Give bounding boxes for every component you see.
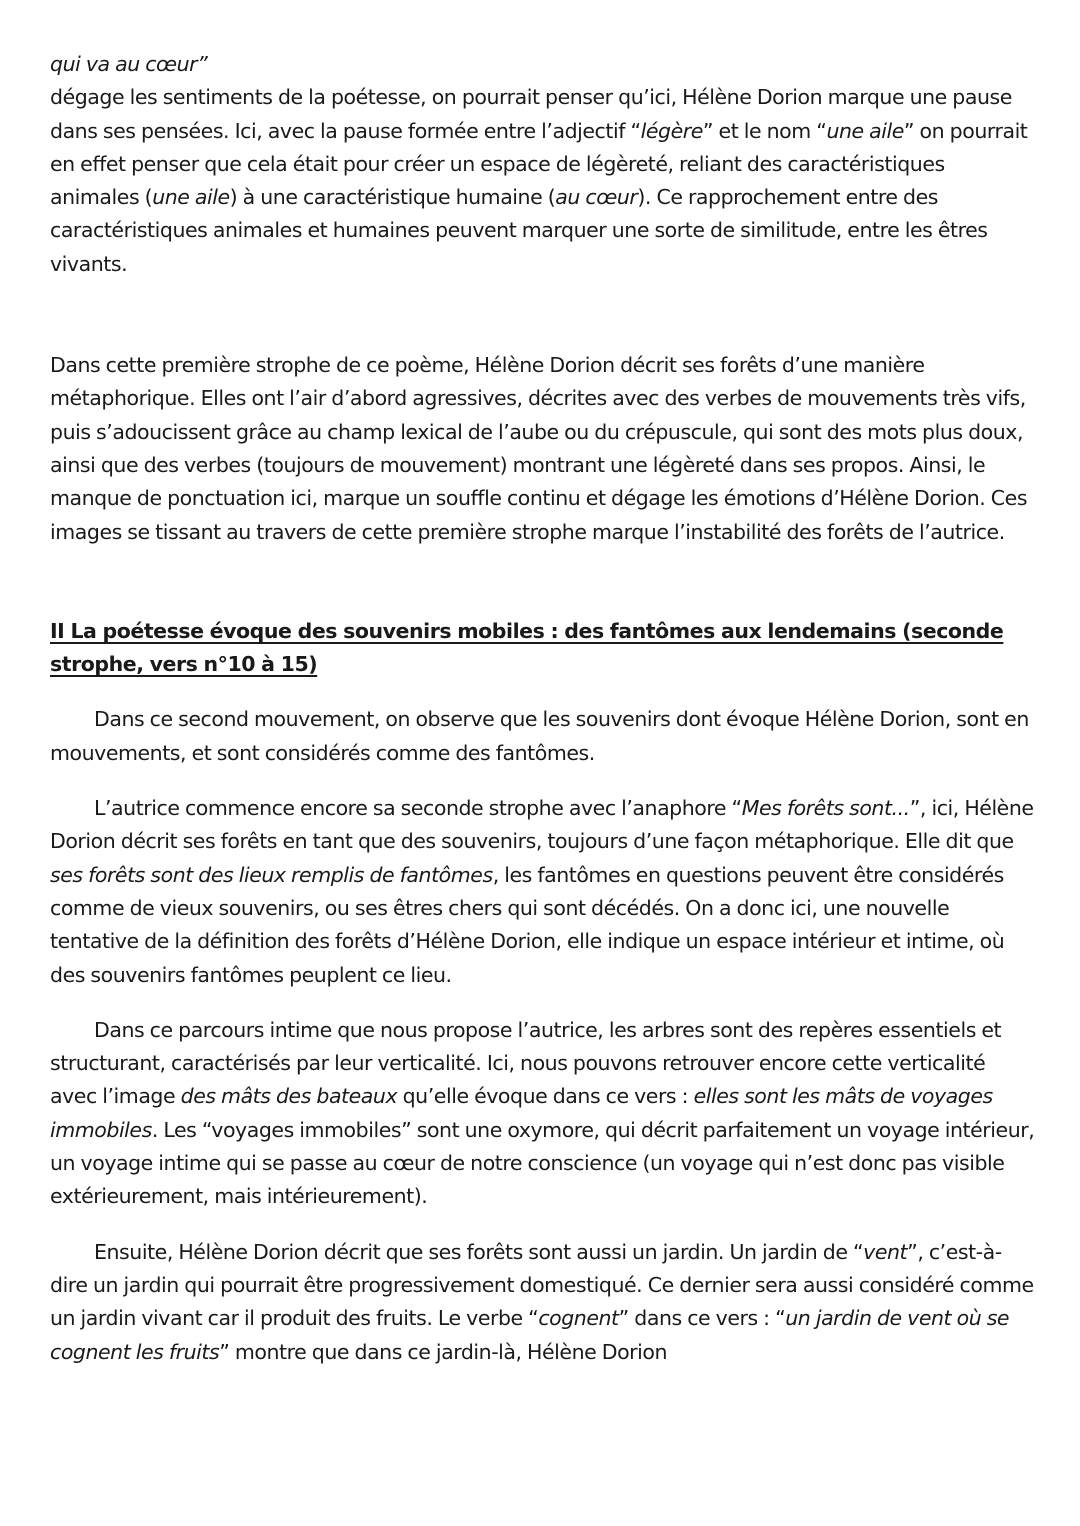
text-run: ”, c’est-à-dire un jardin qui pourrait être progressivement domestiqué. Ce dernier sera aussi considéré comme un jardin vivant car il produit des fruits. Le verbe “: [50, 1239, 1034, 1331]
spacer: [50, 770, 1035, 792]
quote-vent: vent: [863, 1239, 908, 1264]
text-run: ” et le nom “: [702, 118, 827, 143]
spacer: [50, 992, 1035, 1014]
quote-jardin-de-vent: un jardin de vent où se cognent les fruits: [50, 1306, 1010, 1364]
text-run: dégage les sentiments de la poétesse, on pourrait penser qu’ici, Hélène Dorion marque une pause dans ses pensées. Ici, avec la pause formée entre l’adjectif “: [50, 85, 1012, 143]
quote-cognent: cognent: [538, 1306, 619, 1331]
paragraph-jardin: [50, 1236, 1035, 1369]
quote-mats: des mâts des bateaux: [180, 1084, 398, 1109]
quote-fragment: qui va au cœur”: [50, 52, 208, 76]
text-run: ” on pourrait en effet penser que cela était pour créer un espace de légèreté, reliant des caractéristiques animales (: [50, 118, 1028, 210]
text-run: ” montre que dans ce jardin-là, Hélène Dorion: [219, 1339, 668, 1364]
text-run: ”, ici, Hélène Dorion décrit ses forêts en tant que des souvenirs, toujours d’une façon métaphorique. Elle dit que: [50, 796, 1034, 854]
spacer: [50, 681, 1035, 703]
text-run: qu’elle évoque dans ce vers :: [397, 1084, 694, 1109]
quote-legere: légère: [640, 118, 703, 143]
paragraph-anaphore: [50, 792, 1035, 992]
quote-voyages-immobiles: elles sont les mâts de voyages immobiles: [50, 1084, 993, 1142]
text-run: ) à une caractéristique humaine (: [229, 185, 556, 210]
paragraph-first-stanza-summary: Dans cette première strophe de ce poème, Hélène Dorion décrit ses forêts d’une manière métaphorique. Elles ont l’air d’abord agressives, décrites avec des verbes de mouvements très vifs, puis s’adoucissent grâce au champ lexical de l’aube ou du crépuscule, qui sont des mots plus doux, ainsi que des verbes (toujours de mouvement) montrant une légèreté dans ses propos. Ainsi, le manque de ponctuation ici, marque un souffle continu et dégage les émotions d’Hélène Dorion. Ces images se tissant au travers de cette première strophe marque l’instabilité des forêts de l’autrice.: [50, 353, 1028, 544]
text-run: . Les “voyages immobiles” sont une oxymore, qui décrit parfaitement un voyage intérieur, un voyage intime qui se passe au cœur de notre conscience (un voyage qui n’est donc pas visible extérieurement, mais intérieurement).: [50, 1117, 1035, 1209]
text-run: Dans ce parcours intime que nous propose l’autrice, les arbres sont des repères essentiels et structurant, caractérisés par leur verticalité. Ici, nous pouvons retrouver encore cette verticalité avec l’image: [50, 1017, 1002, 1109]
quote-au-coeur: au cœur: [555, 185, 638, 210]
document-page: [50, 48, 1035, 1369]
quote-une-aile-2: une aile: [152, 185, 230, 210]
text-run: , les fantômes en questions peuvent être considérés comme de vieux souvenirs, ou ses êtres chers qui sont décédés. On a donc ici, une nouvelle tentative de la définition des forêts d’Hélène Dorion, elle indique un espace intérieur et intime, où des souvenirs fantômes peuplent ce lieu.: [50, 862, 1005, 987]
section-heading: II La poétesse évoque des souvenirs mobiles : des fantômes aux lendemains (seconde strophe, vers n°10 à 15): [50, 618, 1004, 677]
text-run: ). Ce rapprochement entre des caractéristiques animales et humaines peuvent marquer une sorte de similitude, entre les êtres vivants.: [50, 185, 988, 276]
text-run: ” dans ce vers : “: [618, 1306, 786, 1331]
paragraph-analysis-aile: [50, 48, 1035, 281]
quote-une-aile: une aile: [826, 118, 904, 143]
text-run: Ensuite, Hélène Dorion décrit que ses forêts sont aussi un jardin. Un jardin de “: [94, 1239, 864, 1264]
text-run: L’autrice commence encore sa seconde strophe avec l’anaphore “: [94, 796, 742, 821]
spacer: [50, 1214, 1035, 1236]
paragraph-second-movement: Dans ce second mouvement, on observe que les souvenirs dont évoque Hélène Dorion, sont en mouvements, et sont considérés comme des fantômes.: [50, 707, 1029, 765]
spacer: [50, 549, 1035, 615]
quote-fantomes: ses forêts sont des lieux remplis de fantômes: [50, 862, 493, 887]
paragraph-verticalite: [50, 1014, 1035, 1214]
quote-mes-forets: Mes forêts sont...: [741, 796, 910, 821]
spacer: [50, 281, 1035, 349]
